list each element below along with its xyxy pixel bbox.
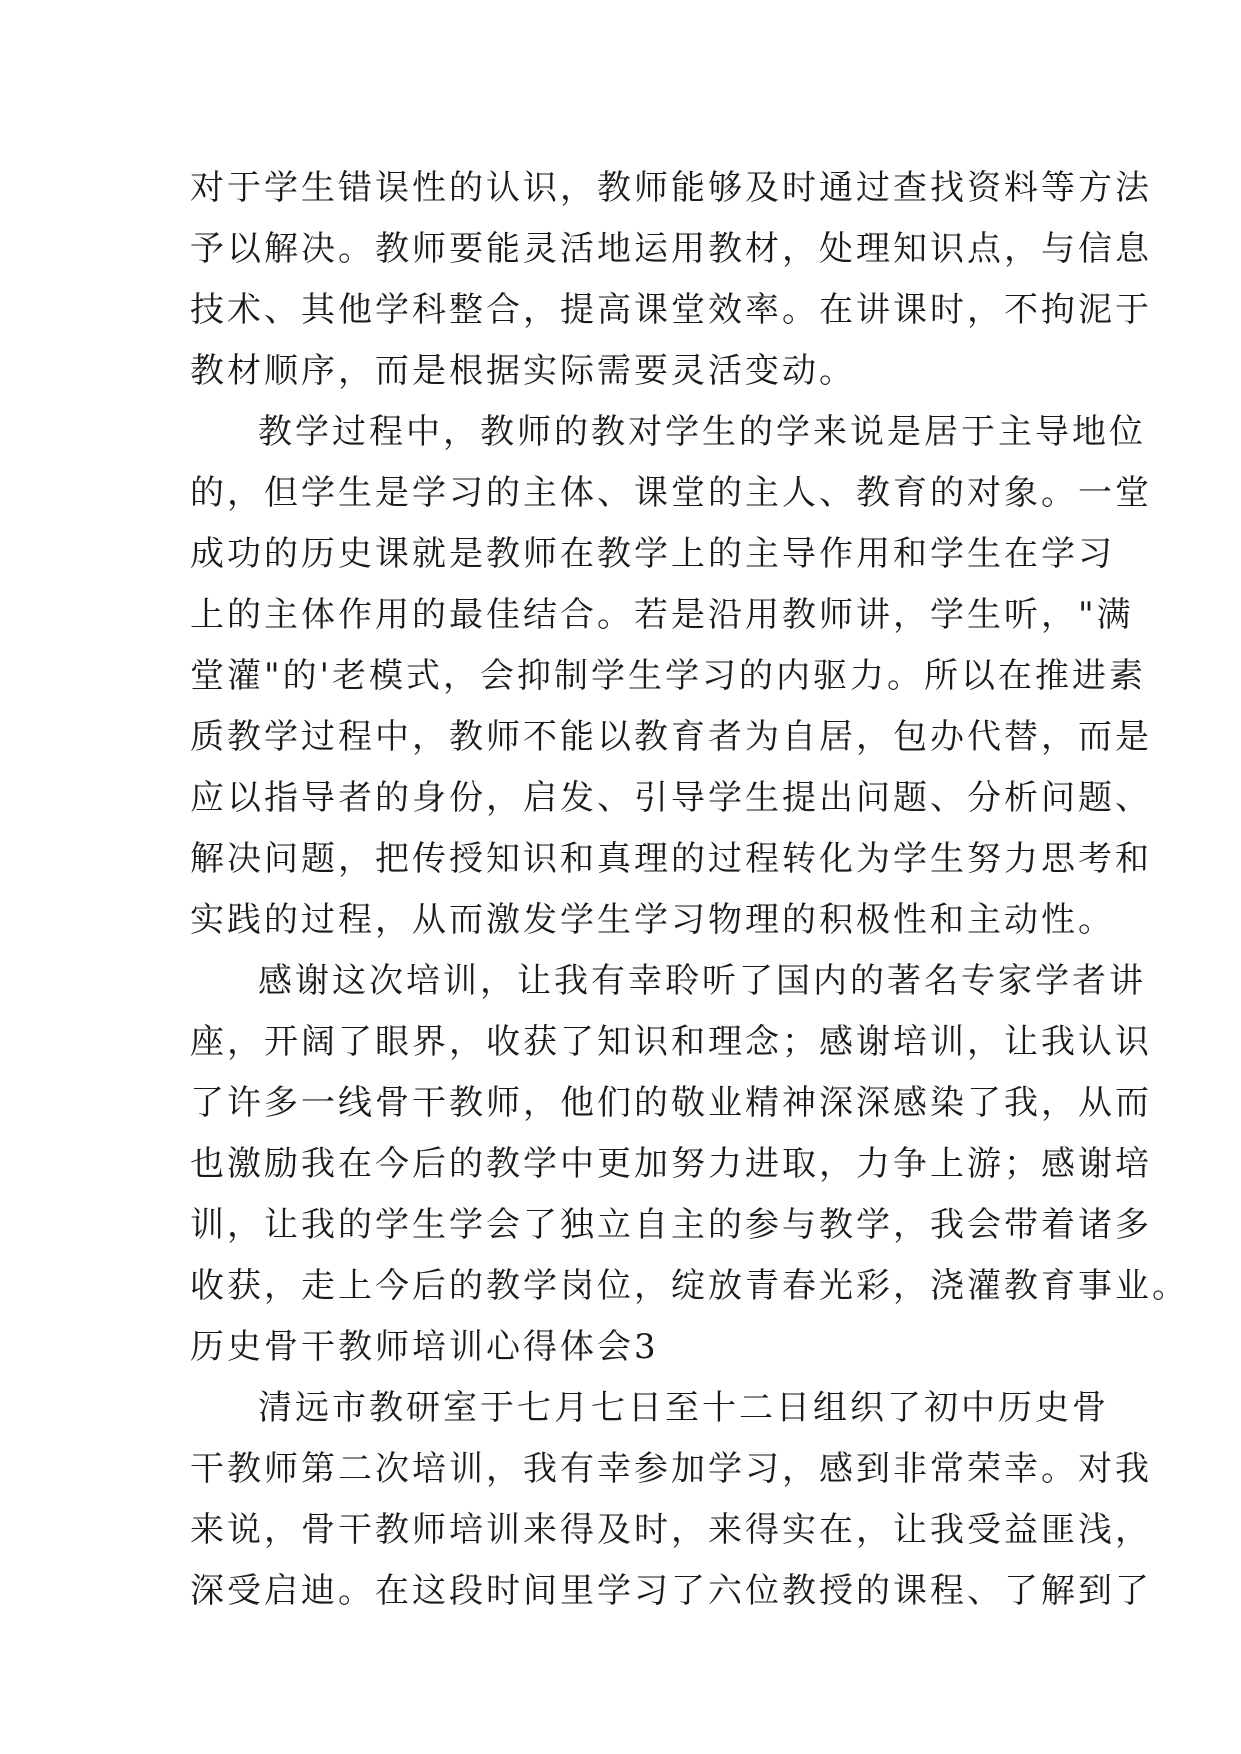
text-line: 解决问题，把传授知识和真理的过程转化为学生努力思考和 xyxy=(190,839,1152,879)
text-line: 质教学过程中，教师不能以教育者为自居，包办代替，而是 xyxy=(190,717,1152,757)
text-line: 成功的历史课就是教师在教学上的主导作用和学生在学习 xyxy=(190,534,1115,574)
text-line: 座，开阔了眼界，收获了知识和理念；感谢培训，让我认识 xyxy=(190,1022,1152,1062)
text-line: 予以解决。教师要能灵活地运用教材，处理知识点，与信息 xyxy=(190,229,1152,269)
text-line: 对于学生错误性的认识，教师能够及时通过查找资料等方法 xyxy=(190,168,1152,208)
section-heading: 历史骨干教师培训心得体会3 xyxy=(190,1327,659,1367)
text-line: 了许多一线骨干教师，他们的敬业精神深深感染了我，从而 xyxy=(190,1083,1152,1123)
paragraph-first-line: 感谢这次培训，让我有幸聆听了国内的著名专家学者讲 xyxy=(258,961,1146,1001)
text-line: 干教师第二次培训，我有幸参加学习，感到非常荣幸。对我 xyxy=(190,1449,1152,1489)
text-line: 收获，走上今后的教学岗位，绽放青春光彩，浇灌教育事业。 xyxy=(190,1266,1189,1306)
text-line: 实践的过程，从而激发学生学习物理的积极性和主动性。 xyxy=(190,900,1115,940)
paragraph-first-line: 清远市教研室于七月七日至十二日组织了初中历史骨 xyxy=(258,1388,1109,1428)
text-line: 训，让我的学生学会了独立自主的参与教学，我会带着诸多 xyxy=(190,1205,1152,1245)
text-line: 的，但学生是学习的主体、课堂的主人、教育的对象。一堂 xyxy=(190,473,1152,513)
text-line: 堂灌"的'老模式，会抑制学生学习的内驱力。所以在推进素 xyxy=(190,656,1146,696)
text-line: 也激励我在今后的教学中更加努力进取，力争上游；感谢培 xyxy=(190,1144,1152,1184)
paragraph-first-line: 教学过程中，教师的教对学生的学来说是居于主导地位 xyxy=(258,412,1146,452)
text-line: 应以指导者的身份，启发、引导学生提出问题、分析问题、 xyxy=(190,778,1152,818)
text-line: 来说，骨干教师培训来得及时，来得实在，让我受益匪浅， xyxy=(190,1510,1152,1550)
text-line: 深受启迪。在这段时间里学习了六位教授的课程、了解到了 xyxy=(190,1571,1152,1611)
document-body xyxy=(190,158,1189,1622)
text-line: 上的主体作用的最佳结合。若是沿用教师讲，学生听，"满 xyxy=(190,595,1134,635)
text-line: 技术、其他学科整合，提高课堂效率。在讲课时，不拘泥于 xyxy=(190,290,1152,330)
text-line: 教材顺序，而是根据实际需要灵活变动。 xyxy=(190,351,856,391)
